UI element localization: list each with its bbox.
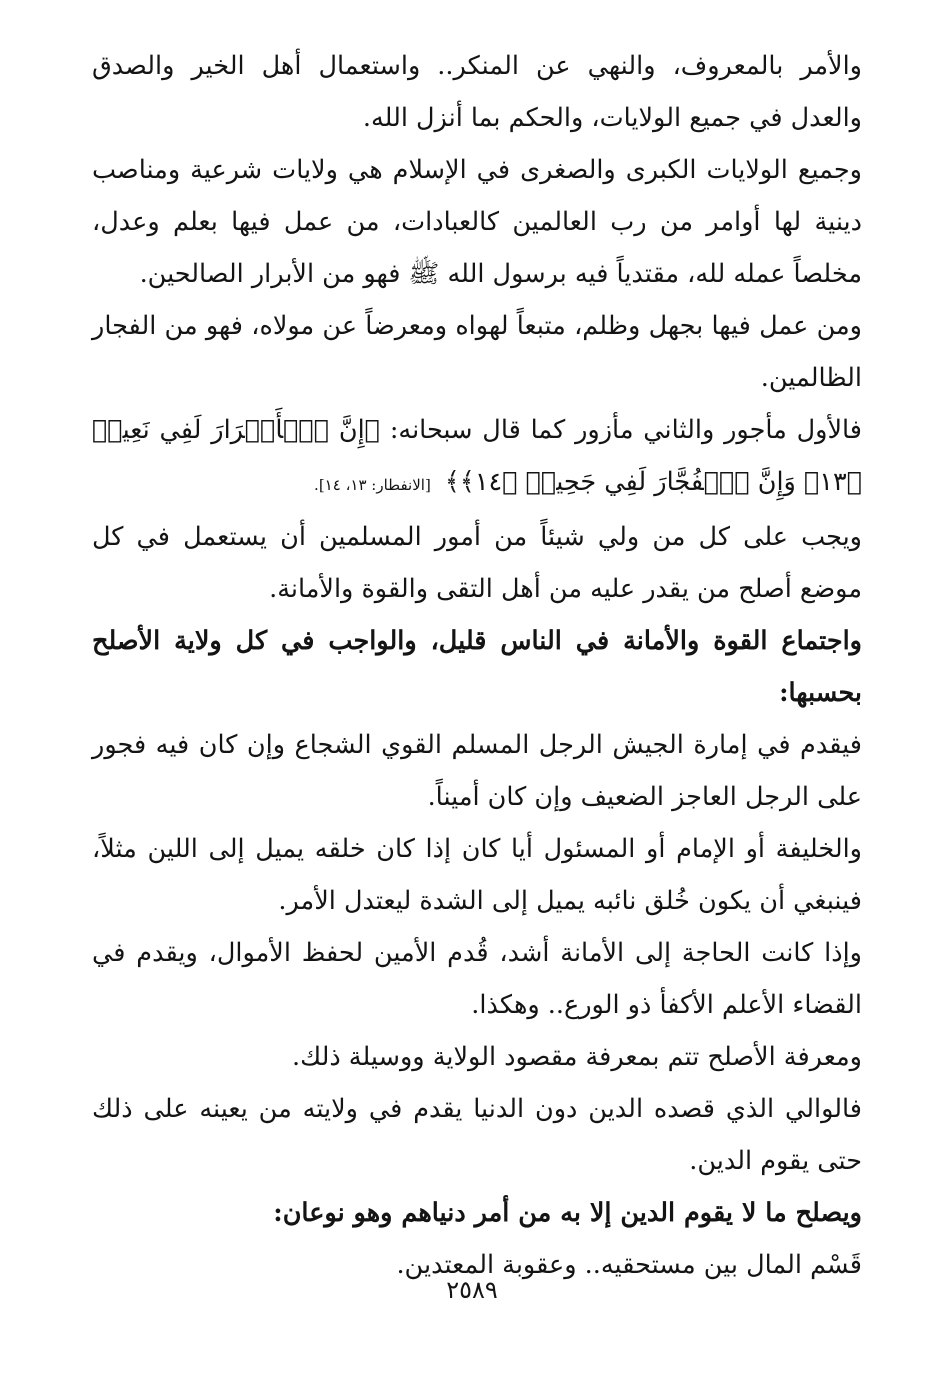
paragraph: ويجب على كل من ولي شيئاً من أمور المسلمين أن يستعمل في كل موضع أصلح من يقدر عليه من أهل التقى والقوة والأمانة. (92, 522, 862, 604)
paragraph: قَسْم المال بين مستحقيه.. وعقوبة المعتدين. (396, 1250, 862, 1280)
paragraph: والأمر بالمعروف، والنهي عن المنكر.. واستعمال أهل الخير والصدق والعدل في جميع الولايات، والحكم بما أنزل الله. (92, 51, 862, 133)
paragraph: فيقدم في إمارة الجيش الرجل المسلم القوي الشجاع وإن كان فيه فجور على الرجل العاجز الضعيف وإن كان أميناً. (92, 730, 862, 812)
citation-intro: فالأول مأجور والثاني مأزور كما قال سبحانه: (379, 415, 862, 445)
paragraph: والخليفة أو الإمام أو المسئول أيا كان إذا كان خلقه يميل إلى اللين مثلاً، فينبغي أن يكون خُلق نائبه يميل إلى الشدة ليعتدل الأمر. (92, 834, 862, 916)
page-body (92, 40, 862, 1291)
paragraph: ومن عمل فيها بجهل وظلم، متبعاً لهواه ومعرضاً عن مولاه، فهو من الفجار الظالمين. (92, 311, 862, 393)
quran-verse: ﴿إِنَّ ٱلۡأَبۡرَارَ لَفِي نَعِيمٖ ﴿١٣﴾ وَإِنَّ ٱلۡفُجَّارَ لَفِي جَحِيمٖ ﴿١٤﴾﴾ (92, 415, 862, 497)
paragraph: وإذا كانت الحاجة إلى الأمانة أشد، قُدم الأمين لحفظ الأموال، ويقدم في القضاء الأعلم الأكفأ ذو الورع.. وهكذا. (92, 938, 862, 1020)
page-number: ٢٥٨٩ (446, 1276, 498, 1304)
bold-heading-paragraph: واجتماع القوة والأمانة في الناس قليل، والواجب في كل ولاية الأصلح بحسبها: (92, 626, 862, 708)
verse-reference: [الانفطار: ١٣، ١٤]. (314, 476, 431, 494)
bold-heading-paragraph: ويصلح ما لا يقوم الدين إلا به من أمر دنياهم وهو نوعان: (273, 1198, 862, 1228)
paragraph: فالوالي الذي قصده الدين دون الدنيا يقدم في ولايته من يعينه على ذلك حتى يقوم الدين. (92, 1094, 862, 1176)
paragraph: ومعرفة الأصلح تتم بمعرفة مقصود الولاية ووسيلة ذلك. (291, 1042, 862, 1072)
paragraph: وجميع الولايات الكبرى والصغرى في الإسلام هي ولايات شرعية ومناصب دينية لها أوامر من رب العالمين كالعبادات، من عمل فيها بعلم وعدل، مخلصاً عمله لله، مقتدياً فيه برسول الله ﷺ فهو من الأبرار الصالحين. (92, 155, 862, 289)
quran-citation-paragraph (92, 404, 862, 511)
